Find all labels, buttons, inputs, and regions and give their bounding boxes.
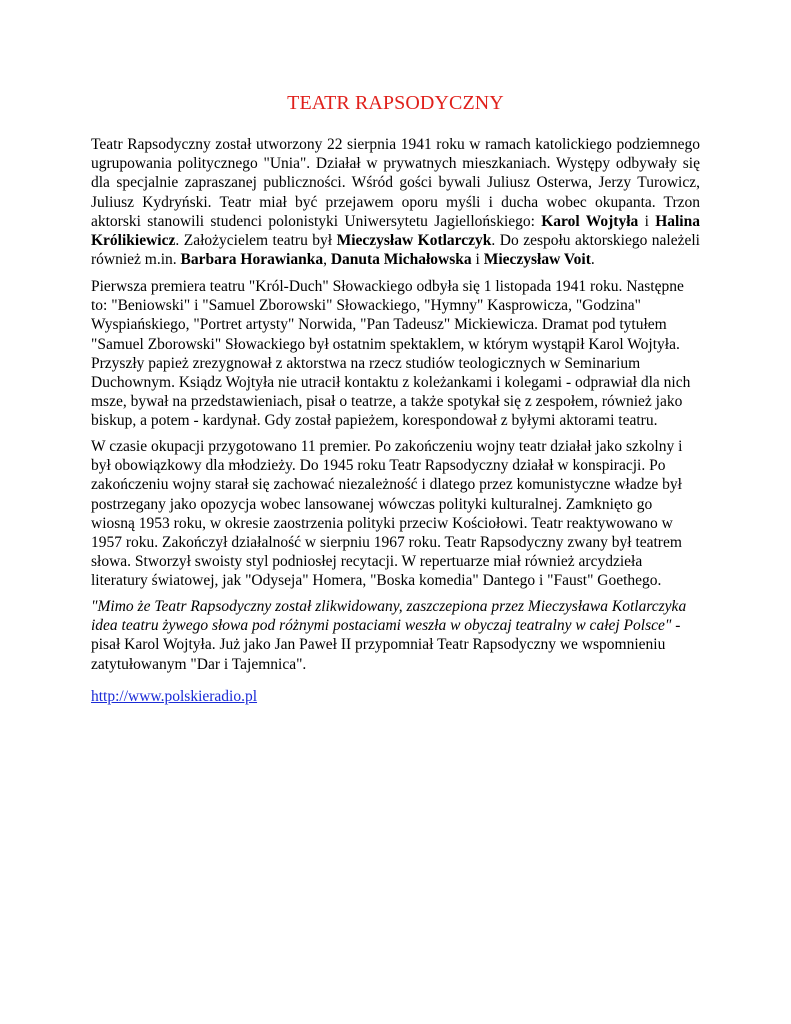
name-mieczyslaw-kotlarczyk: Mieczysław Kotlarczyk [336, 232, 492, 250]
source-link[interactable]: http://www.polskieradio.pl [91, 688, 258, 705]
name-danuta-michalowska: Danuta Michałowska [330, 251, 472, 269]
name-mieczyslaw-voit: Mieczysław Voit [483, 251, 591, 269]
name-barbara-horawianka: Barbara Horawianka [180, 251, 324, 269]
intro-text-6: i [471, 251, 484, 269]
history-paragraph: W czasie okupacji przygotowano 11 premier. Po zakończeniu wojny teatr działał jako szkolny i był obowiązkowy dla młodzieży. Do 1945 roku Teatr Rapsodyczny działał w konspiracji. Po zakończeniu wojny starał się zachować niezależność i dlatego przez komunistyczne władze był postrzegany jako opozycja wobec lansowanej wówczas polityki kulturalnej. Zamknięto go wiosną 1953 roku, w okresie zaostrzenia polityki przeciw Kościołowi. Teatr reaktywowano w 1957 roku. Zakończył działalność w sierpniu 1967 roku. Teatr Rapsodyczny zwany był teatrem słowa. Stworzył swoisty styl podniosłej recytacji. W repertuarze miał również arcydzieła literatury światowej, jak "Odyseja" Homera, "Boska komedia" Dantego i "Faust" Goethego. [91, 438, 683, 590]
page-title: TEATR RAPSODYCZNY [287, 92, 504, 114]
name-halina-krolikiewicz: Halina Królikiewicz [91, 212, 700, 250]
quote-paragraph [91, 597, 700, 674]
intro-paragraph [91, 135, 700, 269]
intro-text-3: . Założycielem teatru był [175, 232, 337, 250]
intro-text-4: . Do zespołu aktorskiego należeli również m.in. [91, 232, 700, 269]
premiere-paragraph: Pierwsza premiera teatru "Król-Duch" Słowackiego odbyła się 1 listopada 1941 roku. Następne to: "Beniowski" i "Samuel Zborowski" Słowackiego, "Hymny" Kasprowicza, "Godzina" Wyspiańskiego, "Portret artysty" Norwida, "Pan Tadeusz" Mickiewicza. Dramat pod tytułem "Samuel Zborowski" Słowackiego był ostatnim spektaklem, w którym wystąpił Karol Wojtyła. Przyszły papież zrezygnował z aktorstwa na rzecz studiów teologicznych w Seminarium Duchownym. Ksiądz Wojtyła nie utracił kontaktu z koleżankami i kolegami - odprawiał dla nich msze, bywał na przedstawieniach, pisał o teatrze, a także spotykał się z zespołem, również jako biskup, a potem - kardynał. Gdy został papieżem, korespondował z byłymi aktorami teatru. [91, 278, 691, 430]
intro-text-2: i [638, 212, 656, 230]
quote-attribution: - pisał Karol Wojtyła. Już jako Jan Paweł II przypomniał Teatr Rapsodyczny we wspomnieniu zatytułowanym "Dar i Tajemnica". [91, 617, 681, 673]
intro-text-1: Teatr Rapsodyczny został utworzony 22 sierpnia 1941 roku w ramach katolickiego podziemnego ugrupowania politycznego "Unia". Działał w prywatnych mieszkaniach. Występy odbywały się dla specjalnie zapraszanej publiczności. Wśród gości bywali Juliusz Osterwa, Jerzy Turowicz, Juliusz Kydryński. Teatr miał być przejawem oporu myśli i ducha wobec okupanta. Trzon aktorski stanowili studenci polonistyki Uniwersytetu Jagiellońskiego: [91, 136, 700, 230]
intro-text-7: . [590, 251, 595, 269]
source-paragraph [91, 687, 700, 706]
wojtyla-quote: "Mimo że Teatr Rapsodyczny został zlikwidowany, zaszczepiona przez Mieczysława Kotlarczyka idea teatru żywego słowa pod różnymi postaciami weszła w obyczaj teatralny w całej Polsce" [91, 598, 687, 635]
name-karol-wojtyla: Karol Wojtyła [541, 212, 639, 230]
intro-text-5: , [323, 251, 331, 269]
